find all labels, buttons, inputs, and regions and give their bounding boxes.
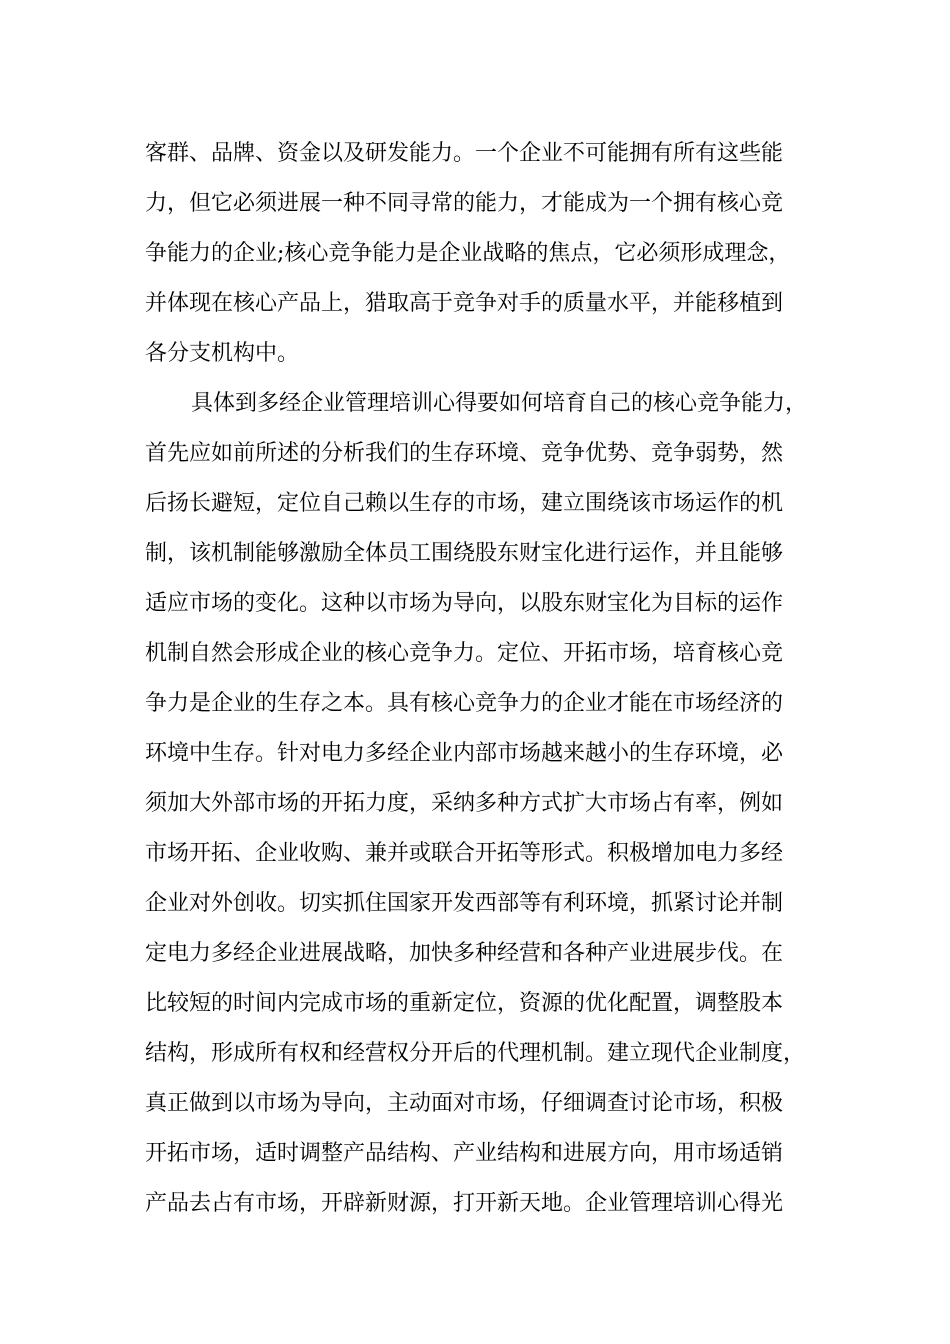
body-text [145, 129, 813, 1229]
text-line: 并体现在核心产品上，猎取高于竞争对手的质量水平，并能移植到 [145, 291, 784, 316]
text-line: 力，但它必须进展一种不同寻常的能力，才能成为一个拥有核心竞 [145, 191, 784, 216]
text-line: 制，该机制能够激励全体员工围绕股东财宝化进行运作，并且能够 [145, 541, 784, 566]
text-line: 机制自然会形成企业的核心竞争力。定位、开拓市场，培育核心竞 [145, 641, 784, 666]
text-line: 须加大外部市场的开拓力度，采纳多种方式扩大市场占有率，例如 [145, 791, 784, 816]
text-line: 争能力的企业;核心竞争能力是企业战略的焦点，它必须形成理念， [145, 241, 791, 266]
text-line: 真正做到以市场为导向，主动面对市场，仔细调查讨论市场，积极 [145, 1091, 784, 1116]
text-line: 结构，形成所有权和经营权分开后的代理机制。建立现代企业制度， [145, 1041, 806, 1066]
text-line: 产品去占有市场，开辟新财源，打开新天地。企业管理培训心得光 [145, 1191, 784, 1216]
text-line: 开拓市场，适时调整产品结构、产业结构和进展方向，用市场适销 [145, 1141, 784, 1166]
text-line: 各分支机构中。 [145, 341, 300, 366]
text-line: 首先应如前所述的分析我们的生存环境、竞争优势、竞争弱势，然 [145, 441, 784, 466]
text-line: 环境中生存。针对电力多经企业内部市场越来越小的生存环境，必 [145, 741, 784, 766]
text-line: 适应市场的变化。这种以市场为导向，以股东财宝化为目标的运作 [145, 591, 784, 616]
paragraph-first-line: 具体到多经企业管理培训心得要如何培育自己的核心竞争能力， [191, 391, 808, 416]
text-line: 定电力多经企业进展战略，加快多种经营和各种产业进展步伐。在 [145, 941, 784, 966]
text-line: 市场开拓、企业收购、兼并或联合开拓等形式。积极增加电力多经 [145, 841, 784, 866]
text-line: 企业对外创收。切实抓住国家开发西部等有利环境，抓紧讨论并制 [145, 891, 784, 916]
text-line: 争力是企业的生存之本。具有核心竞争力的企业才能在市场经济的 [145, 691, 784, 716]
text-line: 客群、品牌、资金以及研发能力。一个企业不可能拥有所有这些能 [145, 141, 784, 166]
text-line: 比较短的时间内完成市场的重新定位，资源的优化配置，调整股本 [145, 991, 784, 1016]
text-line: 后扬长避短，定位自己赖以生存的市场，建立围绕该市场运作的机 [145, 491, 784, 516]
